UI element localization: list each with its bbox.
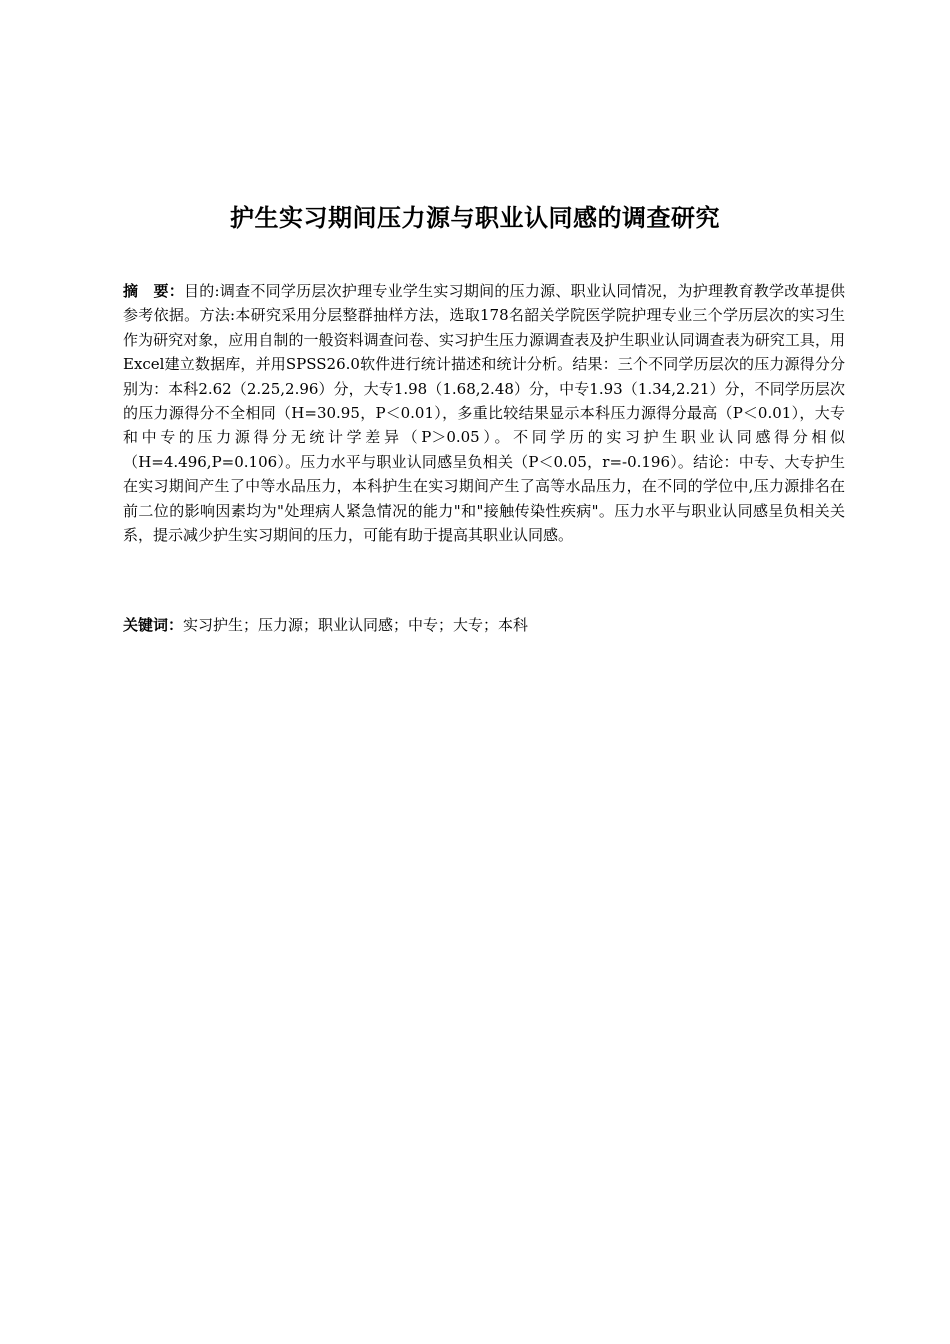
abstract-text: 目的:调查不同学历层次护理专业学生实习期间的压力源、职业认同情况，为护理教育教学改革提供参考依据。方法:本研究采用分层整群抽样方法，选取178名韶关学院医学院护理专业三个学历层次的实习生作为研究对象，应用自制的一般资料调查问卷、实习护生压力源调查表及护生职业认同调查表为研究工具，用Excel建立数据库，并用SPSS26.0软件进行统计描述和统计分析。结果：三个不同学历层次的压力源得分分别为：本科2.62（2.25,2.96）分，大专1.98（1.68,2.48）分，中专1.93（1.34,2.21）分，不同学历层次的压力源得分不全相同（H=30.95，P＜0.01），多重比较结果显示本科压力源得分最高（P＜0.01），大专和中专的压力源得分无统计学差异（P＞0.05）。不同学历的实习护生职业认同感得分相似（H=4.496,P=0.106）。压力水平与职业认同感呈负相关（P＜0.05，r=-0.196）。结论：中专、大专护生在实习期间产生了中等水品压力，本科护生在实习期间产生了高等水品压力，在不同的学位中,压力源排名在前二位的影响因素均为"处理病人紧急情况的能力"和"接触传染性疾病"。压力水平与职业认同感呈负相关关系，提示减少护生实习期间的压力，可能有助于提高其职业认同感。: [123, 282, 845, 545]
abstract-paragraph: [123, 279, 845, 547]
keywords-label: 关键词：: [123, 616, 184, 634]
keywords-text: 实习护生；压力源；职业认同感；中专；大专；本科: [183, 616, 529, 634]
abstract-label: 摘 要：: [123, 282, 185, 300]
keywords-paragraph: [123, 613, 845, 637]
paper-title: 护生实习期间压力源与职业认同感的调查研究: [230, 204, 720, 232]
